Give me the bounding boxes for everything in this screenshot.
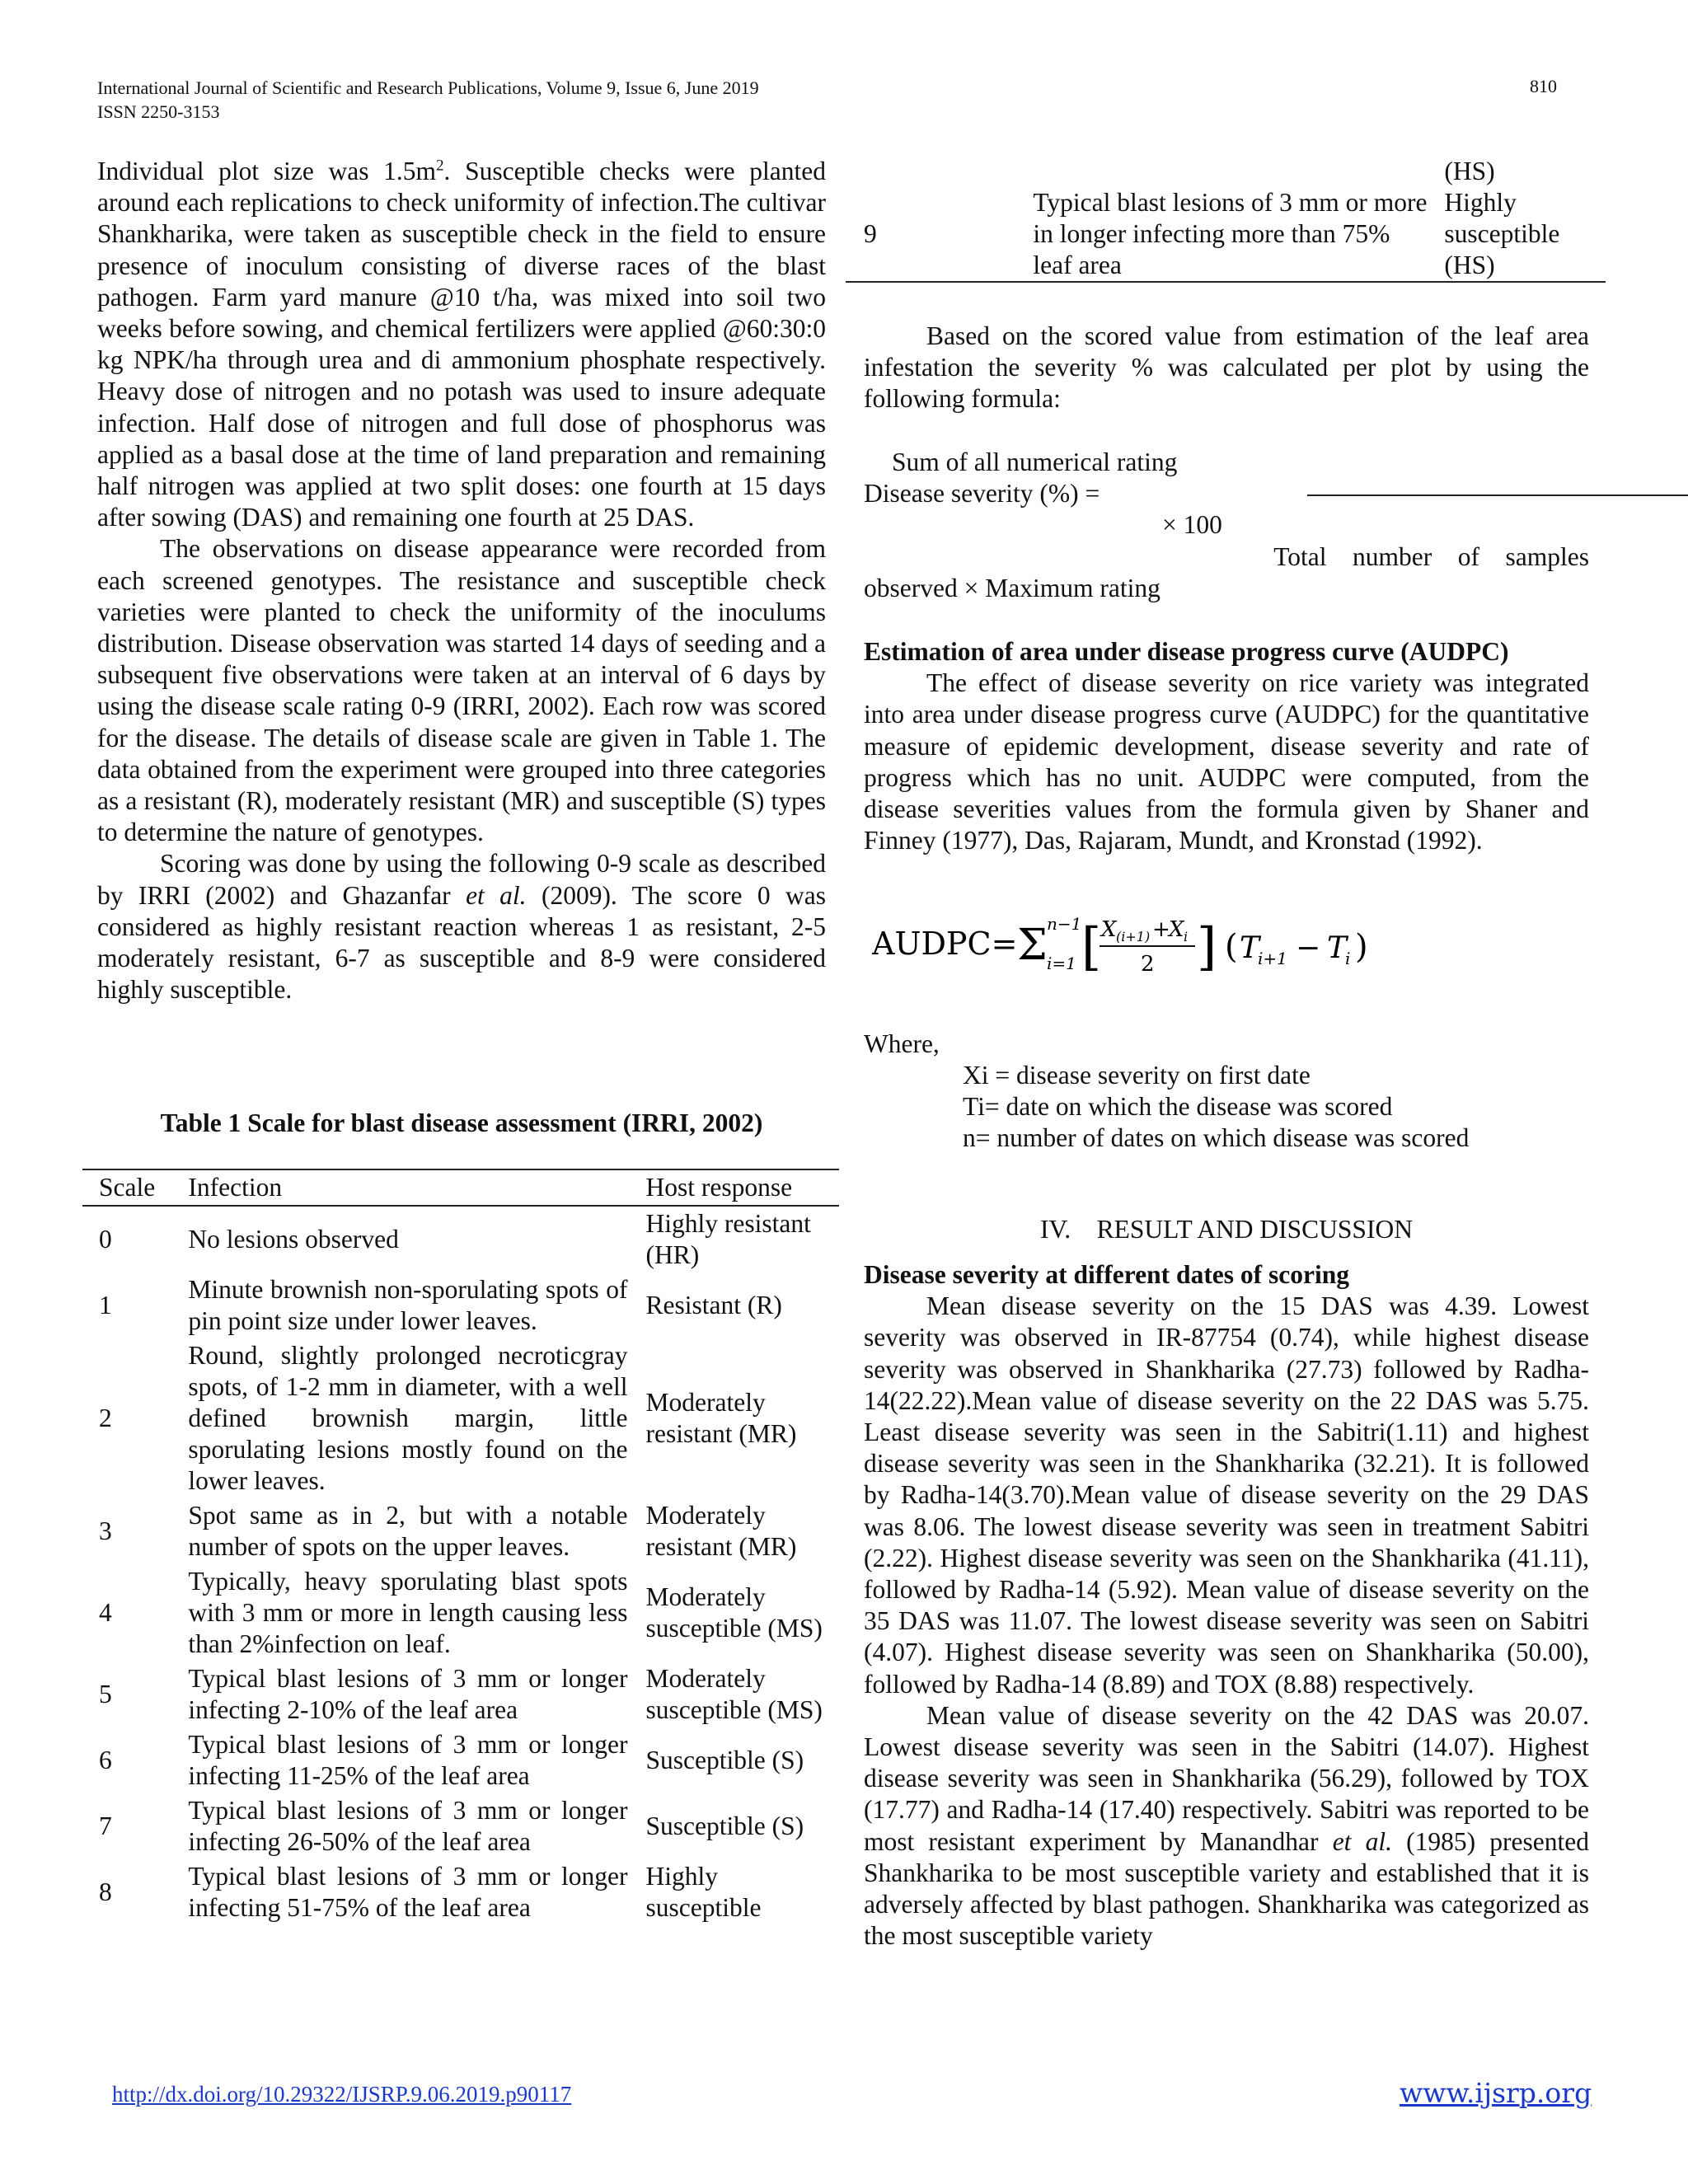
col-header-scale: Scale (82, 1169, 188, 1206)
audpc-section (864, 636, 1589, 856)
response-cell: Susceptible (S) (645, 1811, 804, 1840)
infection-cell: Typical blast lesions of 3 mm or longer infecting 11-25% of the leaf area (188, 1730, 628, 1790)
infection-cell: No lesions observed (188, 1225, 399, 1254)
response-cell: Moderately susceptible (MS) (645, 1582, 823, 1643)
svg-text:]: ] (1197, 916, 1217, 977)
infection-cell: Minute brownish non-sporulating spots of pin point size under lower leaves. (188, 1275, 628, 1335)
table-continuation (846, 156, 1606, 283)
svg-text:): ) (1355, 928, 1368, 966)
scale-cell: 8 (99, 1877, 112, 1906)
formula-intro: Based on the scored value from estimation of the leaf area infestation the severity % was calculated per plot by using the following formula: (864, 321, 1589, 414)
audpc-formula (872, 905, 1449, 984)
infection-cell: Spot same as in 2, but with a notable number of spots on the upper leaves. (188, 1501, 628, 1561)
svg-text:X: X (1101, 917, 1117, 942)
svg-text:T: T (1240, 931, 1260, 965)
formula-denominator-cont: observed × Maximum rating (864, 574, 1160, 602)
response-cell: Susceptible (S) (645, 1746, 804, 1774)
table-row (846, 156, 1606, 187)
svg-text:X: X (1169, 917, 1184, 942)
svg-text:(: ( (1225, 928, 1238, 966)
svg-text:[: [ (1081, 916, 1102, 977)
scale-cell: 0 (99, 1225, 112, 1254)
definition-n: n= number of dates on which disease was scored (963, 1123, 1470, 1152)
table-row (82, 1727, 839, 1793)
where-label: Where, (864, 1029, 940, 1058)
paragraph-observations: The observations on disease appearance were recorded from each screened genotypes. The resistance and susceptible check varieties were planted to check the uniformity of the inoculums distribution. Disease observation was started 14 days of seeding and a subsequent five observations were taken at an interval of 6 days by using the disease scale rating 0-9 (IRRI, 2002). Each row was scored for the disease. The details of disease scale are given in Table 1. The data obtained from the experiment were grouped into three categories as a resistant (R), moderately resistant (MR) and susceptible (S) types to determine the nature of genotypes. (97, 534, 826, 847)
infection-cell: Typical blast lesions of 3 mm or longer infecting 51-75% of the leaf area (188, 1862, 628, 1922)
response-cell: Highly resistant (HR) (645, 1209, 811, 1269)
blast-scale-table (82, 1169, 839, 1925)
audpc-heading: Estimation of area under disease progress curve (AUDPC) (864, 637, 1509, 666)
running-header (97, 76, 759, 124)
scale-cell: 9 (864, 219, 877, 248)
infection-cell: Round, slightly prolonged necroticgray spots, of 1-2 mm in diameter, with a well defined brownish margin, little sporulating lesions mostly found on the lower leaves. (188, 1341, 628, 1495)
scale-cell: 7 (99, 1811, 112, 1840)
response-cell: Highly susceptible (645, 1862, 762, 1922)
svg-text:n−1: n−1 (1047, 914, 1082, 934)
table-row (82, 1661, 839, 1727)
scale-cell: 3 (99, 1516, 112, 1545)
table-row (82, 1206, 839, 1272)
scale-cell: 1 (99, 1291, 112, 1319)
col-header-infection: Infection (188, 1169, 645, 1206)
svg-text:T: T (1327, 931, 1348, 965)
svg-text:2: 2 (1141, 952, 1155, 977)
response-cell: Resistant (R) (645, 1291, 782, 1319)
results-paragraph-2: Mean value of disease severity on the 42 DAS was 20.07. Lowest disease severity was seen in the Sabitri (14.07). Highest disease severity was seen in Shankharika (56.29), followed by TOX (17.77) and Radha-14 (17.40) respectively. Sabitri was reported to be most resistant experiment by Manandhar et al. (1985) presented Shankharika to be most susceptible variety and established that it is adversely affected by blast pathogen. Shankharika was categorized as the most susceptible variety (864, 1700, 1589, 1951)
paragraph-plot-size: Individual plot size was $1.5m^2$. Susceptible checks were planted around each replications to check uniformity of infection.The cultivar Shankharika, were taken as susceptible check in the field to ensure presence of inoculum consisting of diverse races of the blast pathogen. Farm yard manure @10 t/ha, was mixed into soil two weeks before sowing, and chemical fertilizers were applied @60:30:0 kg NPK/ha through urea and di ammonium phosphate respectively. Heavy dose of nitrogen and no potash was used to insure adequate infection. Half dose of nitrogen and full dose of phosphorus was applied as a basal dose at the time of land preparation and remaining half nitrogen was applied at two split doses: one fourth at 15 days after sowing (DAS) and remaining one fourth at 25 DAS. (97, 157, 826, 532)
scale-cell: 6 (99, 1746, 112, 1774)
results-column (864, 1259, 1589, 1952)
table-row (82, 1498, 839, 1564)
response-cell: Moderately resistant (MR) (645, 1388, 797, 1448)
page-number: 810 (1530, 76, 1557, 96)
doi-link[interactable]: http://dx.doi.org/10.29322/IJSRP.9.06.2019.p90117 (112, 2082, 572, 2107)
definition-ti: Ti= date on which the disease was scored (963, 1092, 1393, 1121)
formula-numerator: Sum of all numerical rating (892, 448, 1178, 476)
formula-multiplier: × 100 (1162, 510, 1222, 539)
formula-label: Disease severity (%) = (864, 479, 1100, 508)
results-paragraph-1: Mean disease severity on the 15 DAS was 4.39. Lowest severity was observed in IR-87754 (0.74), while highest disease severity was observed in Shankharika (27.73) followed by Radha-14(22.22).Mean value of disease severity on the 22 DAS was 5.75. Least disease severity was seen in the Sabitri(1.11) and highest disease severity was seen in the Shankharika (32.21). It is followed by Radha-14(3.70).Mean value of disease severity on the 29 DAS was 8.06. The lowest disease severity was seen in treatment Sabitri (2.22). Highest disease severity was seen on the Shankharika (41.11), followed by Radha-14 (5.92). Mean value of disease severity on the 35 DAS was 11.07. The lowest disease severity was seen on Sabitri (4.07). Highest disease severity was seen on Shankharika (50.00), followed by Radha-14 (8.89) and TOX (8.88) respectively. (864, 1291, 1589, 1699)
infection-cell: Typically, heavy sporulating blast spots with 3 mm or more in length causing less than 2%infection on leaf. (188, 1567, 628, 1658)
definition-xi: Xi = disease severity on first date (963, 1061, 1311, 1090)
col-header-response: Host response (646, 1169, 839, 1206)
svg-text:i+1: i+1 (1258, 949, 1287, 968)
table-row (82, 1859, 839, 1925)
subsection-heading: Disease severity at different dates of scoring (864, 1260, 1350, 1289)
infection-cell: Typical blast lesions of 3 mm or longer infecting 2-10% of the leaf area (188, 1664, 628, 1724)
table-row (82, 1793, 839, 1859)
svg-text:i: i (1184, 929, 1189, 944)
left-column (97, 156, 826, 1005)
svg-text:Σ: Σ (1017, 921, 1048, 970)
svg-text:i: i (1345, 949, 1351, 968)
journal-title: International Journal of Scientific and Research Publications, Volume 9, Issue 6, June 2019 (97, 77, 759, 98)
table-row (82, 1564, 839, 1661)
issn: ISSN 2250-3153 (97, 101, 220, 122)
response-cell: (HS) (1444, 157, 1495, 185)
journal-site-link[interactable]: www.ijsrp.org (1400, 2077, 1592, 2109)
response-cell: Highly susceptible (HS) (1444, 188, 1560, 279)
formula-denominator: Total number of samples (1273, 542, 1589, 571)
infection-cell: Typical blast lesions of 3 mm or more in longer infecting more than 75% leaf area (1033, 188, 1428, 279)
response-cell: Moderately susceptible (MS) (645, 1664, 823, 1724)
svg-text:−: − (1296, 931, 1321, 965)
response-cell: Moderately resistant (MR) (645, 1501, 797, 1561)
scale-cell: 4 (99, 1598, 112, 1627)
table-row (82, 1272, 839, 1338)
svg-text:i=1: i=1 (1047, 954, 1076, 973)
table-header-row (82, 1169, 839, 1206)
paragraph-scoring: Scoring was done by using the following 0-9 scale as described by IRRI (2002) and Ghazanfar et al. (2009). The score 0 was considered as highly resistant reaction whereas 1 as resistant, 2-5 moderately resistant, 6-7 as susceptible and 8-9 were considered highly susceptible. (97, 849, 826, 1005)
scale-cell: 2 (99, 1404, 112, 1432)
infection-cell: Typical blast lesions of 3 mm or longer infecting 26-50% of the leaf area (188, 1796, 628, 1856)
svg-text:+: + (1152, 917, 1170, 942)
table-row (846, 187, 1606, 282)
audpc-paragraph: The effect of disease severity on rice variety was integrated into area under disease progress curve (AUDPC) for the quantitative measure of epidemic development, disease severity and rate of progress which has no unit. AUDPC were computed, from the disease severities values from the formula given by Shaner and Finney (1977), Das, Rajaram, Mundt, and Kronstad (1992). (864, 668, 1589, 855)
table-row (82, 1338, 839, 1498)
svg-text:(i+1): (i+1) (1116, 929, 1151, 944)
section-heading: IV. RESULT AND DISCUSSION (1040, 1215, 1413, 1244)
fraction-bar (1307, 494, 1688, 496)
scale-cell: 5 (99, 1680, 112, 1708)
svg-text:AUDPC=: AUDPC= (872, 926, 1018, 962)
table-caption: Table 1 Scale for blast disease assessment (IRRI, 2002) (160, 1108, 763, 1137)
